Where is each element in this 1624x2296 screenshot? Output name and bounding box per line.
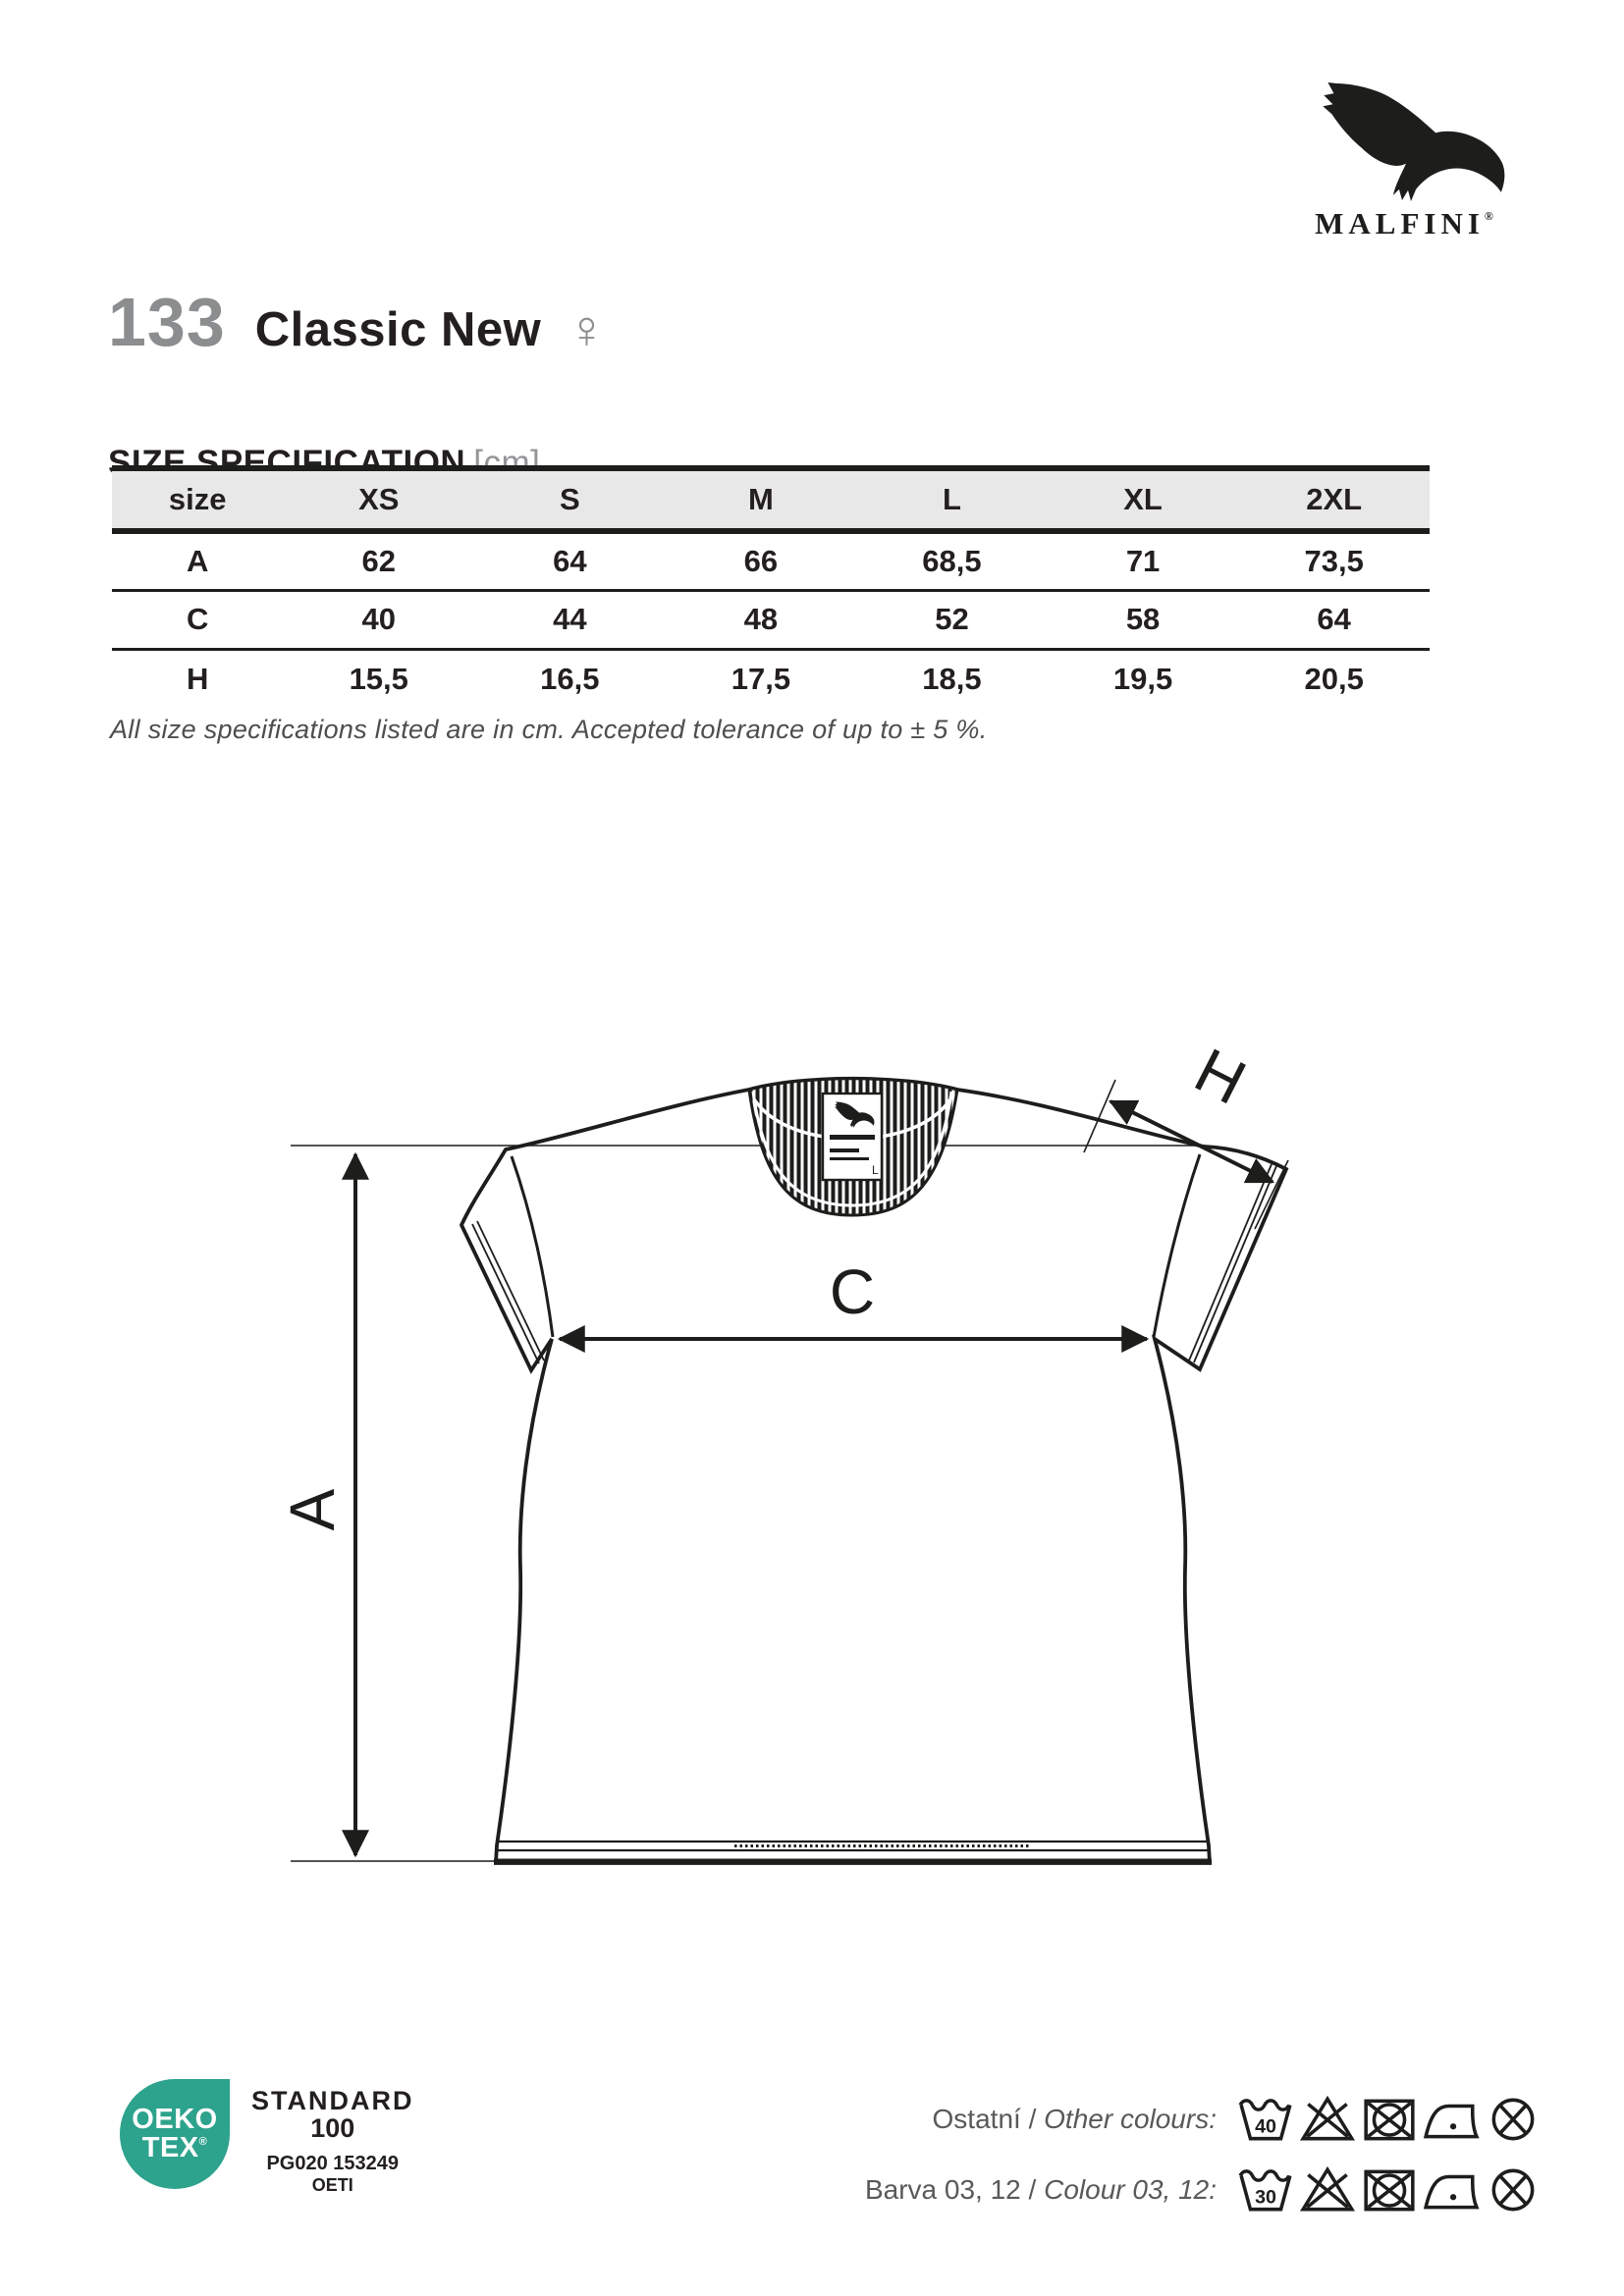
size-spec-unit: [cm]: [473, 444, 541, 482]
oeko-institute: OETI: [311, 2174, 353, 2195]
do-not-dry-clean-icon: [1485, 2095, 1542, 2144]
size-table-header-row: [112, 468, 1430, 531]
cell-a-m: 66: [666, 531, 857, 590]
table-row-h: [112, 649, 1430, 708]
do-not-tumble-dry-icon: [1361, 2165, 1418, 2215]
col-header-xl: XL: [1048, 468, 1239, 531]
table-row-c: [112, 590, 1430, 649]
cell-h-2xl: 20,5: [1304, 661, 1364, 696]
tolerance-note: All size specifications listed are in cm. Accepted tolerance of up to ± 5 %.: [110, 715, 988, 744]
cell-h-s: 16,5: [540, 661, 600, 696]
cell-a-xl: 71: [1048, 531, 1239, 590]
iron-one-dot-icon: [1423, 2095, 1480, 2144]
svg-text:30: 30: [1255, 2186, 1276, 2209]
dim-label-a: A: [277, 1488, 348, 1531]
dim-arrow-h: [1110, 1101, 1272, 1182]
tshirt-technical-drawing: [273, 1019, 1353, 1917]
oeko-standard-number: 100: [310, 2113, 355, 2144]
brand-logo: [1286, 80, 1522, 241]
do-not-bleach-icon: [1299, 2165, 1356, 2215]
armhole-seam-right: [1154, 1154, 1200, 1337]
col-header-l: L: [856, 468, 1048, 531]
cell-h-l: 18,5: [922, 661, 982, 696]
oeko-standard-label: STANDARD: [251, 2086, 414, 2115]
wash-40-icon: [1237, 2095, 1294, 2144]
do-not-dry-clean-icon: [1485, 2165, 1542, 2215]
size-spec-title: SIZE SPECIFICATION: [108, 444, 466, 482]
oeko-logo-line1: OEKO: [132, 2104, 218, 2135]
product-title: [108, 283, 607, 361]
col-header-xs: XS: [283, 468, 474, 531]
cell-h-xl: 19,5: [1112, 661, 1173, 696]
cell-c-2xl: 64: [1238, 590, 1430, 649]
product-code: 133: [108, 284, 226, 360]
care-row1-label: Ostatní / Other colours:: [932, 2104, 1217, 2134]
care-row2-label: Barva 03, 12 / Colour 03, 12:: [864, 2174, 1217, 2205]
iron-one-dot-icon: [1423, 2165, 1480, 2215]
neck-label: [823, 1094, 882, 1180]
svg-text:40: 40: [1255, 2115, 1276, 2138]
cell-c-xl: 58: [1048, 590, 1239, 649]
extension-line-h2: [1255, 1160, 1288, 1229]
oeko-tex-certification: [120, 2079, 414, 2196]
col-header-s: S: [474, 468, 666, 531]
care-row-other-colours: [825, 2089, 1542, 2150]
col-header-size: size: [112, 468, 283, 531]
cell-a-l: 68,5: [856, 531, 1048, 590]
do-not-tumble-dry-icon: [1361, 2095, 1418, 2144]
row-label-a: A: [112, 531, 283, 590]
product-name: Classic New: [254, 303, 542, 356]
cuff-stitch-right-2: [1189, 1164, 1272, 1361]
cell-a-2xl: 73,5: [1238, 531, 1430, 590]
table-row-a: [112, 531, 1430, 590]
oeko-logo-line2: TEX®: [141, 2132, 208, 2163]
oeko-tex-logo: [120, 2079, 230, 2189]
cell-c-s: 44: [474, 590, 666, 649]
col-header-m: M: [666, 468, 857, 531]
cell-h-xs: 15,5: [349, 661, 408, 696]
cell-h-m: 17,5: [731, 661, 791, 696]
armhole-seam-left: [512, 1156, 553, 1337]
row-label-h: H: [187, 661, 209, 696]
malfini-bird-icon: [1286, 80, 1522, 204]
cuff-stitch-left-2: [477, 1221, 544, 1361]
row-label-c: C: [112, 590, 283, 649]
care-instructions: [825, 2089, 1542, 2230]
female-gender-icon: ♀: [567, 300, 607, 359]
oeko-certificate-code: PG020 153249: [266, 2152, 400, 2174]
cuff-stitch-left-1: [472, 1224, 539, 1363]
cell-c-l: 52: [856, 590, 1048, 649]
size-table: [112, 465, 1430, 708]
registered-mark: ®: [1484, 209, 1493, 223]
cell-c-m: 48: [666, 590, 857, 649]
cell-a-s: 64: [474, 531, 666, 590]
brand-wordmark: MALFINI®: [1315, 206, 1493, 240]
cell-c-xs: 40: [283, 590, 474, 649]
cell-a-xs: 62: [283, 531, 474, 590]
dim-label-h: H: [1184, 1034, 1257, 1118]
oeko-tex-text: [251, 2079, 414, 2196]
cuff-stitch-right-1: [1194, 1166, 1276, 1362]
do-not-bleach-icon: [1299, 2095, 1356, 2144]
dim-label-c: C: [829, 1256, 876, 1327]
col-header-2xl: 2XL: [1238, 468, 1430, 531]
svg-text:L: L: [872, 1163, 879, 1177]
care-row-colour-03-12: [825, 2160, 1542, 2220]
wash-30-icon: [1237, 2165, 1294, 2215]
